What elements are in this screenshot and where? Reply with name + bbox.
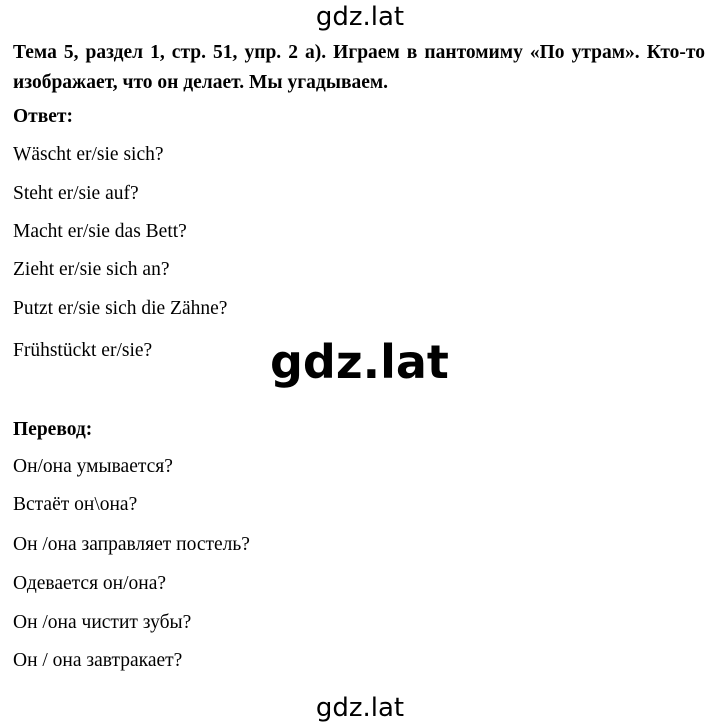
- answer-line-3: Macht er/sie das Bett?: [13, 221, 187, 242]
- translation-line-2: Встаёт он\она?: [13, 494, 138, 515]
- watermark-center: gdz.lat: [270, 335, 449, 389]
- translation-line-3: Он /она заправляет постель?: [13, 534, 250, 555]
- watermark-top: gdz.lat: [315, 2, 405, 32]
- answer-line-5: Putzt er/sie sich die Zähne?: [13, 298, 228, 319]
- translation-line-1: Он/она умывается?: [13, 456, 173, 477]
- answer-line-6: Frühstückt er/sie?: [13, 340, 153, 361]
- answer-line-4: Zieht er/sie sich an?: [13, 259, 170, 280]
- watermark-bottom: gdz.lat: [315, 693, 405, 723]
- translation-label: Перевод:: [13, 419, 93, 440]
- answer-line-1: Wäscht er/sie sich?: [13, 144, 164, 165]
- task-heading: Тема 5, раздел 1, стр. 51, упр. 2 а). Играем в пантомиму «По утрам». Кто-то изображает, что он делает. Мы угадываем.: [13, 42, 705, 93]
- translation-line-4: Одевается он/она?: [13, 573, 167, 594]
- answer-line-2: Steht er/sie auf?: [13, 183, 139, 204]
- translation-line-5: Он /она чистит зубы?: [13, 612, 192, 633]
- translation-line-6: Он / она завтракает?: [13, 650, 183, 671]
- answer-label: Ответ:: [13, 106, 74, 127]
